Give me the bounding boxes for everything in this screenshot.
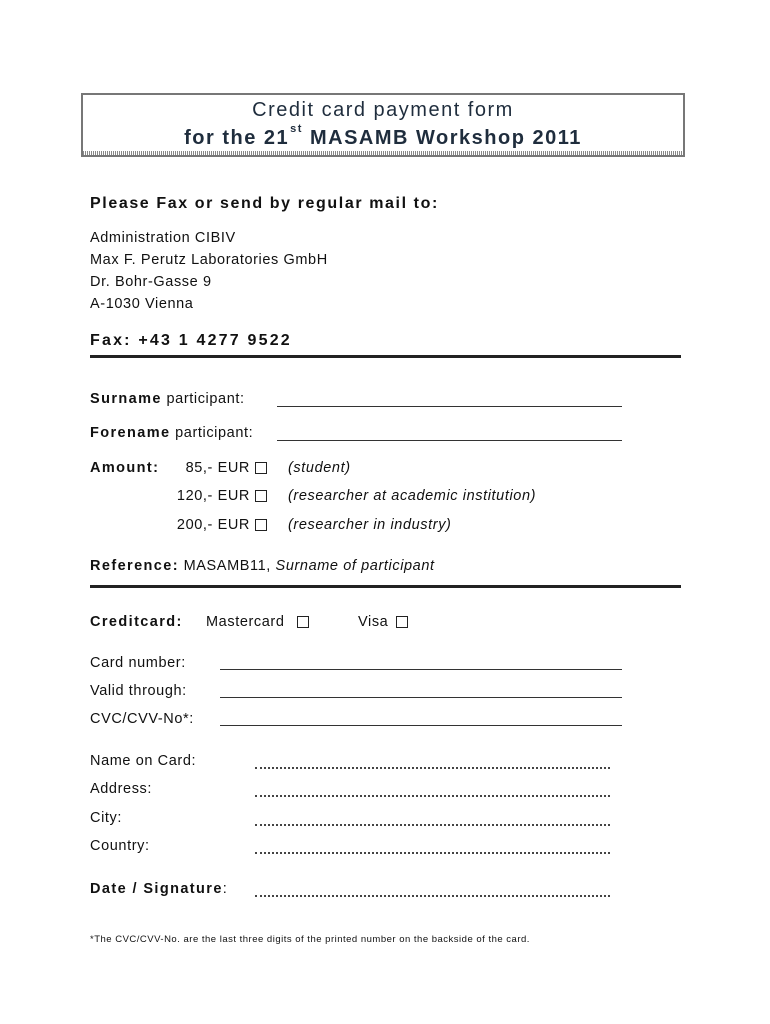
amount-price-3: 200,- EUR	[176, 517, 250, 533]
creditcard-label-text: Creditcard:	[90, 614, 183, 630]
signature-label	[90, 881, 227, 897]
card-number-field[interactable]	[220, 669, 622, 670]
address-line-4: A-1030 Vienna	[90, 296, 194, 312]
country-field[interactable]	[255, 852, 610, 854]
forename-field[interactable]	[277, 440, 622, 441]
signature-label-bold: Date / Signature	[90, 881, 223, 897]
divider-1	[90, 355, 681, 358]
surname-label	[90, 391, 245, 407]
amount-desc-1: (student)	[288, 460, 351, 476]
amount-desc-3: (researcher in industry)	[288, 517, 452, 533]
visa-label: Visa	[358, 614, 389, 630]
send-heading: Please Fax or send by regular mail to:	[90, 195, 439, 212]
cvc-label: CVC/CVV-No*:	[90, 711, 194, 727]
forename-label-bold: Forename	[90, 425, 171, 441]
valid-through-label: Valid through:	[90, 683, 187, 699]
divider-2	[90, 585, 681, 588]
surname-label-bold: Surname	[90, 391, 162, 407]
address-line-2: Max F. Perutz Laboratories GmbH	[90, 252, 328, 268]
creditcard-label	[90, 614, 183, 630]
surname-label-rest: participant:	[161, 391, 245, 407]
subtitle-superscript: st	[290, 123, 303, 135]
card-number-label: Card number:	[90, 655, 186, 671]
footnote: *The CVC/CVV-No. are the last three digits of the printed number on the backside of the card.	[90, 934, 530, 945]
address-field[interactable]	[255, 795, 610, 797]
signature-field[interactable]	[255, 895, 610, 897]
name-on-card-field[interactable]	[255, 767, 610, 769]
form-title: Credit card payment form	[252, 99, 514, 121]
city-label: City:	[90, 810, 122, 826]
subtitle-prefix: for the 21	[184, 127, 290, 149]
address-label: Address:	[90, 781, 153, 797]
amount-checkbox-industry[interactable]	[255, 519, 267, 531]
cvc-field[interactable]	[220, 725, 622, 726]
forename-label-rest: participant:	[170, 425, 254, 441]
city-field[interactable]	[255, 824, 610, 826]
signature-label-rest: :	[222, 881, 228, 897]
reference-label: Reference:	[90, 558, 179, 574]
reference-value: MASAMB11,	[178, 558, 276, 574]
visa-checkbox[interactable]	[396, 616, 408, 628]
amount-desc-2: (researcher at academic institution)	[288, 488, 537, 504]
address-line-3: Dr. Bohr-Gasse 9	[90, 274, 212, 290]
mastercard-label: Mastercard	[206, 614, 285, 630]
country-label: Country:	[90, 838, 150, 854]
title-box	[81, 93, 685, 157]
amount-label	[90, 460, 159, 476]
amount-price-2: 120,- EUR	[176, 488, 250, 504]
fax-number: Fax: +43 1 4277 9522	[90, 332, 292, 349]
surname-field[interactable]	[277, 406, 622, 407]
amount-checkbox-academic[interactable]	[255, 490, 267, 502]
forename-label	[90, 425, 253, 441]
mastercard-checkbox[interactable]	[297, 616, 309, 628]
name-on-card-label: Name on Card:	[90, 753, 197, 769]
subtitle-suffix: MASAMB Workshop 2011	[302, 127, 582, 149]
reference-value-italic: Surname of participant	[275, 558, 435, 574]
amount-checkbox-student[interactable]	[255, 462, 267, 474]
address-line-1: Administration CIBIV	[90, 230, 236, 246]
amount-label-text: Amount:	[90, 460, 160, 476]
amount-price-1: 85,- EUR	[185, 460, 250, 476]
form-subtitle	[83, 123, 683, 150]
valid-through-field[interactable]	[220, 697, 622, 698]
reference-line	[90, 558, 435, 574]
